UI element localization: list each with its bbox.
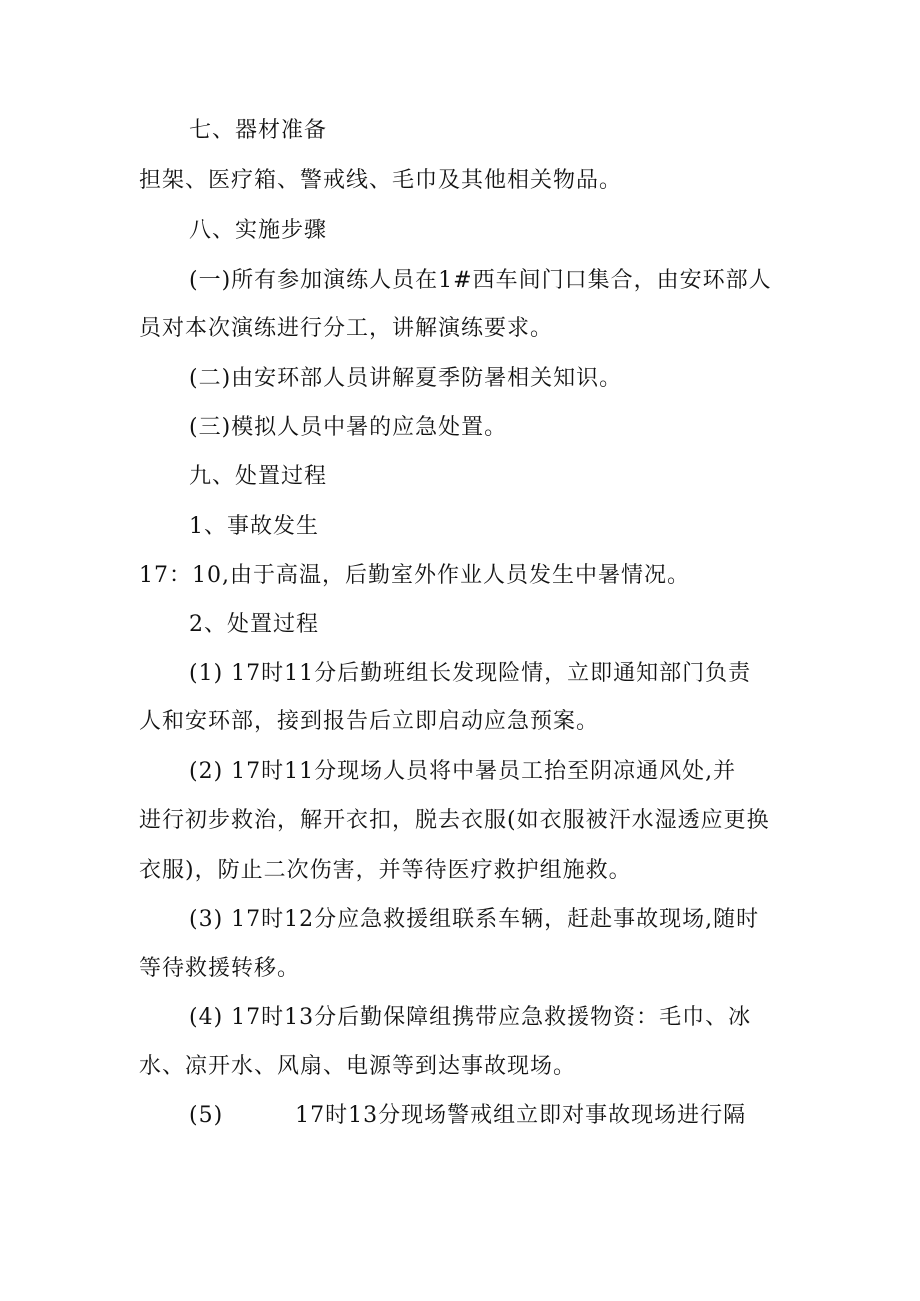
- subheading-incident: 1、事故发生: [189, 514, 319, 539]
- paragraph-line: (2) 17时11分现场人员将中暑员工抬至阴凉通风处,并: [189, 759, 737, 784]
- paragraph-line: 等待救援转移。: [139, 956, 301, 981]
- paragraph-line: (一)所有参加演练人员在1#西车间门口集合，由安环部人: [189, 268, 772, 293]
- item-text: 17时13分现场警戒组立即对事故现场进行隔: [295, 1103, 747, 1128]
- section-heading-process: 九、处置过程: [189, 464, 328, 489]
- subheading-handling: 2、处置过程: [189, 612, 319, 637]
- item-number: (5): [189, 1103, 224, 1128]
- paragraph-line: 担架、医疗箱、警戒线、毛巾及其他相关物品。: [139, 168, 623, 193]
- paragraph-line: 人和安环部，接到报告后立即启动应急预案。: [139, 709, 600, 734]
- paragraph-line: 17：10,由于高温，后勤室外作业人员发生中暑情况。: [139, 563, 690, 588]
- paragraph-line: 水、凉开水、风扇、电源等到达事故现场。: [139, 1054, 577, 1079]
- paragraph-line: 员对本次演练进行分工，讲解演练要求。: [139, 316, 554, 341]
- paragraph-line: (二)由安环部人员讲解夏季防暑相关知识。: [189, 366, 623, 391]
- section-heading-steps: 八、实施步骤: [189, 218, 328, 243]
- paragraph-line: (1) 17时11分后勤班组长发现险情，立即通知部门负责: [189, 661, 752, 686]
- paragraph-line: 衣服)，防止二次伤害，并等待医疗救护组施救。: [139, 858, 632, 883]
- paragraph-line: (4) 17时13分后勤保障组携带应急救援物资：毛巾、冰: [189, 1005, 752, 1030]
- paragraph-line: (三)模拟人员中暑的应急处置。: [189, 415, 508, 440]
- paragraph-line: (3) 17时12分应急救援组联系车辆，赶赴事故现场,随时: [189, 907, 760, 932]
- section-heading-equipment: 七、器材准备: [189, 118, 328, 143]
- paragraph-line-last: [189, 1101, 746, 1131]
- paragraph-line: 进行初步救治，解开衣扣，脱去衣服(如衣服被汗水湿透应更换: [139, 808, 770, 833]
